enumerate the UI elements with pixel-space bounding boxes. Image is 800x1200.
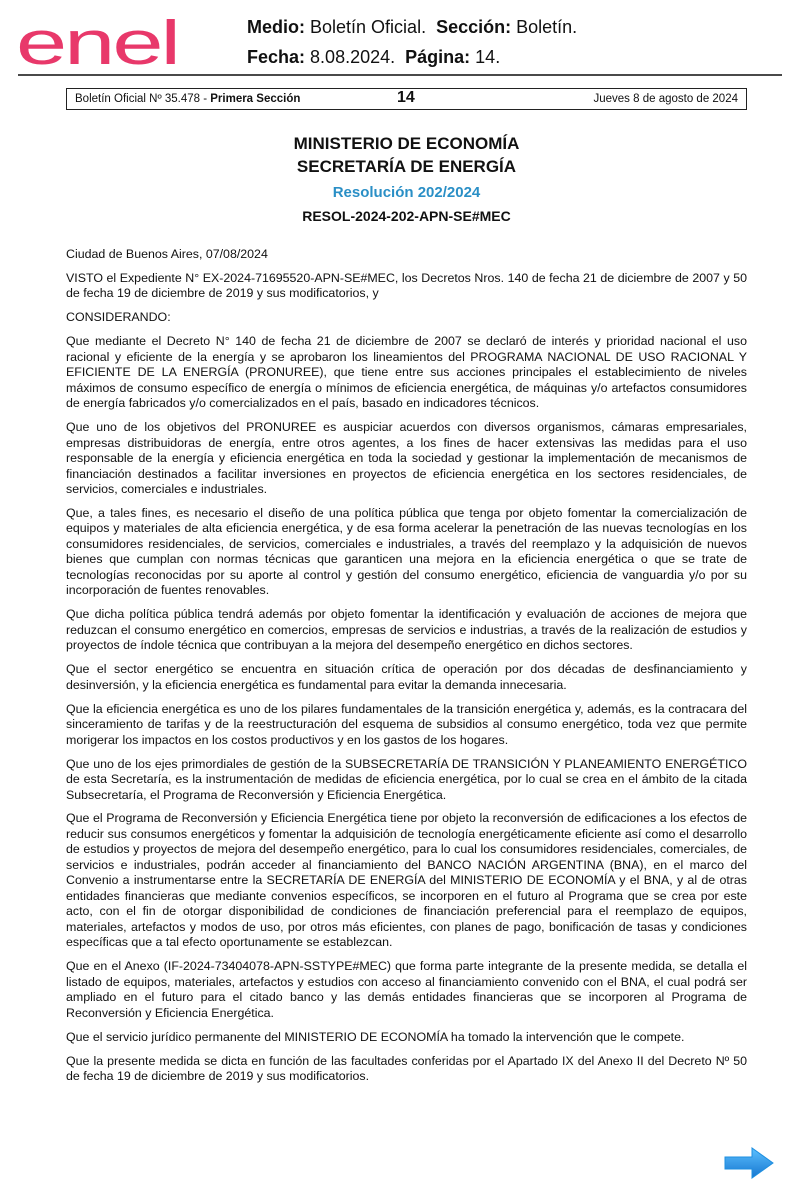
fecha-label: Fecha: <box>247 47 306 67</box>
body-paragraph: Que la eficiencia energética es uno de los pilares fundamentales de la transición energética y, además, es la contracara del sinceramiento de tarifas y de la reestructuración del esquema de subsidios al consumo energético, toda vez que permite morigerar los impactos en los costos productivos y en los gastos de los hogares. <box>66 701 747 747</box>
body-paragraph: Que mediante el Decreto N° 140 de fecha 21 de diciembre de 2007 se declaró de interés y prioridad nacional el uso racional y eficiente de la energía y se aprobaron los lineamientos del PROGRAMA NACIONAL DE USO RACIONAL Y EFICIENTE DE LA ENERGÍA (PRONUREE), que tiene entre sus acciones principales el establecimiento de niveles máximos de consumo específico de energía o mínimos de eficiencia energética, de máquinas y/o artefactos consumidores de energía fabricados y/o comercializados en el país, basado en indicadores técnicos. <box>66 334 747 411</box>
meta-line-1 <box>247 12 577 42</box>
enel-logo-text: enel <box>16 9 178 72</box>
article-meta <box>247 12 577 72</box>
resolution-title: Resolución 202/2024 <box>332 184 481 201</box>
meta-line-2 <box>247 42 577 72</box>
arrow-right-shape <box>725 1148 773 1178</box>
fecha-value: 8.08.2024. <box>310 47 396 67</box>
resolution-code: RESOL-2024-202-APN-SE#MEC <box>302 208 511 224</box>
body-paragraph: Que uno de los ejes primordiales de gestión de la SUBSECRETARÍA DE TRANSICIÓN Y PLANEAMIENTO ENERGÉTICO de esta Secretaría, es la instrumentación de medidas de eficiencia energética, por lo cual se crea en el ámbito de la citada Subsecretaría, el Programa de Reconversión y Eficiencia Energética. <box>66 756 747 802</box>
medio-value: Boletín Oficial. <box>310 17 427 37</box>
pagina-value: 14. <box>475 47 501 67</box>
body-paragraph: Ciudad de Buenos Aires, 07/08/2024 <box>66 247 268 261</box>
body-paragraph: Que la presente medida se dicta en función de las facultades conferidas por el Apartado IX del Anexo II del Decreto Nº 50 de fecha 19 de diciembre de 2019 y sus modificatorios. <box>66 1053 747 1084</box>
bulletin-section: Primera Sección <box>210 93 301 105</box>
top-divider <box>18 74 782 76</box>
body-paragraph: Que uno de los objetivos del PRONUREE es auspiciar acuerdos con diversos organismos, cámaras empresariales, empresas distribuidoras de energía, entre otros agentes, a los fines de hacer extensivas las medidas para el uso responsable de la energía y eficiencia energética en toda la sociedad y gestionar la implementación de mecanismos de financiación destinados a facilitar inversiones en proyectos de eficiencia energética en los sectores residenciales, de servicios, comerciales e industriales. <box>66 420 747 497</box>
ministry-title: MINISTERIO DE ECONOMÍA <box>293 134 520 153</box>
arrow-right-icon[interactable] <box>722 1146 776 1180</box>
enel-logo <box>14 6 182 72</box>
top-bar <box>0 0 800 76</box>
bulletin-page-number: 14 <box>397 89 415 106</box>
secretariat-title: SECRETARÍA DE ENERGÍA <box>296 157 517 176</box>
seccion-label: Sección: <box>436 17 512 37</box>
body-paragraph: Que dicha política pública tendrá además por objeto fomentar la identificación y evaluación de acciones de mejora que reduzcan el consumo energético en comercios, empresas de servicios e industrias, a través de la realización de estudios y proyectos de índole técnica que contribuyan a la mejora del desempeño energético en dichos sectores. <box>66 607 747 653</box>
bulletin-issue <box>75 93 300 105</box>
body-paragraph: Que el servicio jurídico permanente del MINISTERIO DE ECONOMÍA ha tomado la intervención que le compete. <box>66 1029 685 1044</box>
body-paragraph: Que el Programa de Reconversión y Eficiencia Energética tiene por objeto la reconversión de edificaciones a los efectos de reducir sus consumos energéticos y fomentar la adquisición de tecnología energéticamente eficiente así como el desarrollo de estudios y proyectos de mejora del desempeño energético, para lo cual los consumidores residenciales, comerciales, de servicios e industriales, podrán acceder al financiamiento del BANCO NACIÓN ARGENTINA (BNA), en el marco del Convenio a instrumentarse entre la SECRETARÍA DE ENERGÍA del MINISTERIO DE ECONOMÍA y el BNA, y al de otras entidades financieras que mediante convenios específicos, se incorporen en el futuro al Programa que se crea por este acto, con el fin de otorgar disponibilidad de condiciones de financiación preferencial para el reemplazo de equipos, materiales, artefactos y modos de uso, por otros más eficientes, con planes de pago, bonificación de tasas y condiciones específicas que a tal efecto oportunamente se establezcan. <box>66 811 747 950</box>
pagina-label: Página: <box>405 47 471 67</box>
document-body <box>66 247 747 1093</box>
body-paragraph: VISTO el Expediente N° EX-2024-71695520-APN-SE#MEC, los Decretos Nros. 140 de fecha 21 de diciembre de 2007 y 50 de fecha 19 de diciembre de 2019 y sus modificatorios, y <box>66 270 747 301</box>
seccion-value: Boletín. <box>516 17 578 37</box>
body-paragraph: Que en el Anexo (IF-2024-73404078-APN-SSTYPE#MEC) que forma parte integrante de la presente medida, se detalla el listado de equipos, materiales, artefactos y estudios con acceso al financiamiento convenido con el BNA, el cual podrá ser ampliado en el futuro para el citado banco y las demás entidades financieras que se incorporen al Programa de Reconversión y Eficiencia Energética. <box>66 959 747 1020</box>
bulletin-date: Jueves 8 de agosto de 2024 <box>593 93 738 105</box>
body-paragraph: Que el sector energético se encuentra en situación crítica de operación por dos décadas de desfinanciamiento y desinversión, y la eficiencia energética es fundamental para evitar la demanda innecesaria. <box>66 662 747 692</box>
bulletin-issue-text: Boletín Oficial Nº 35.478 - <box>75 93 211 105</box>
body-paragraph: Que, a tales fines, es necesario el diseño de una política pública que tenga por objeto fomentar la comercialización de equipos y materiales de alta eficiencia energética, y de esa forma acelerar la penetración de las nuevas tecnologías en los consumidores residenciales, de servicios, comerciales e industriales, a través del reemplazo y la adquisición de nuevos bienes que cumplan con normas técnicas que garanticen una mejora en la eficiencia energética o que se trate de tecnologías reconocidas por su aporte al control y gestión del consumo energético, eficiencia de vanguardia y/o por su incorporación de fuentes renovables. <box>66 505 747 598</box>
bulletin-header <box>66 88 747 110</box>
medio-label: Medio: <box>247 17 305 37</box>
body-paragraph: CONSIDERANDO: <box>66 310 171 325</box>
